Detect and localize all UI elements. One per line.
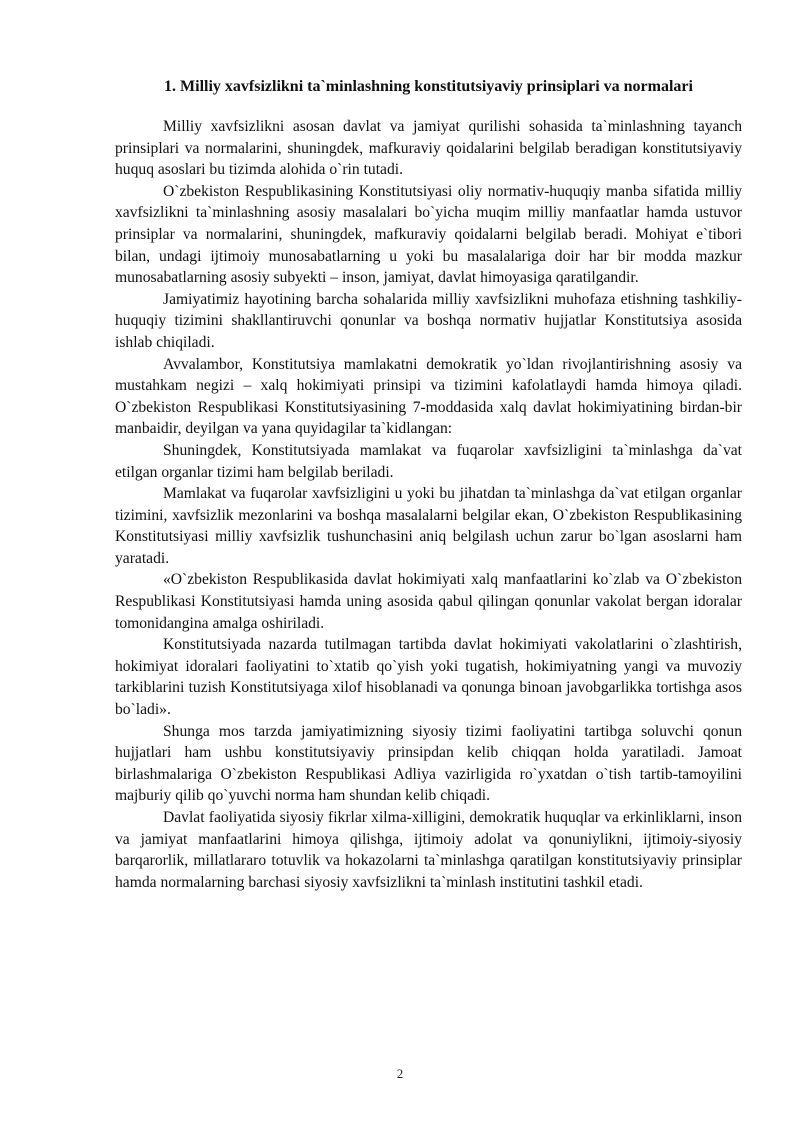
paragraph-5: Shuningdek, Konstitutsiyada mamlakat va fuqarolar xavfsizligini ta`minlashga da`vat etilgan organlar tizimi ham belgilab beriladi. (115, 441, 742, 481)
page-number: 2 (396, 1066, 404, 1081)
paragraph-6: Mamlakat va fuqarolar xavfsizligini u yoki bu jihatdan ta`minlashga da`vat etilgan organlar tizimini, xavfsizlik mezonlarini va boshqa masalalarni belgilar ekan, O`zbekiston Respublikasining Konstitutsiyasi milliy xavfsizlik tushunchasini aniq belgilash uchun zarur bo`lgan asoslarni ham yaratadi. (115, 485, 742, 567)
section-heading: 1. Milliy xavfsizlikni ta`minlashning konstitutsiyaviy prinsiplari va normalari (164, 78, 693, 95)
paragraph-2: O`zbekiston Respublikasining Konstitutsiyasi oliy normativ-huquqiy manba sifatida milliy xavfsizlikni ta`minlashning asosiy masalalari bo`yicha muqim milliy manfaatlar hamda ustuvor prinsiplar va normalarini, shuningdek, mafkuraviy qoidalarni belgilab beradi. Mohiyat e`tibori bilan, undagi ijtimoiy munosabatlarning u yoki bu masalalariga doir har bir modda mazkur munosabatlarning asosiy subyekti – inson, jamiyat, davlat himoyasiga qaratilgandir. (115, 182, 742, 287)
paragraph-1: Milliy xavfsizlikni asosan davlat va jamiyat qurilishi sohasida ta`minlashning tayanch prinsiplari va normalarini, shuningdek, mafkuraviy qoidalarini belgilab beradigan konstitutsiyaviy huquq asoslari bu tizimda alohida o`rin tutadi. (115, 118, 742, 179)
paragraph-9: Shunga mos tarzda jamiyatimizning siyosiy tizimi faoliyatini tartibga soluvchi qonun hujjatlari ham ushbu konstitutsiyaviy prinsipdan kelib chiqqan holda yaratiladi. Jamoat birlashmalariga O`zbekiston Respublikasi Adliya vazirligida ro`yxatdan o`tish tartib-tamoyilini majburiy qilib qo`yuvchi norma ham shundan kelib chiqadi. (115, 722, 742, 805)
paragraph-7: «O`zbekiston Respublikasida davlat hokimiyati xalq manfaatlarini ko`zlab va O`zbekiston Respublikasi Konstitutsiyasi hamda uning asosida qabul qilingan qonunlar vakolat bergan idoralar tomonidangina amalga oshiriladi. (115, 571, 742, 632)
document-page (115, 76, 742, 893)
paragraph-3: Jamiyatimiz hayotining barcha sohalarida milliy xavfsizlikni muhofaza etishning tashkiliy-huquqiy tizimini shakllantiruvchi qonunlar va boshqa normativ hujjatlar Konstitutsiya asosida ishlab chiqiladi. (115, 290, 742, 351)
paragraph-8: Konstitutsiyada nazarda tutilmagan tartibda davlat hokimiyati vakolatlarini o`zlashtirish, hokimiyat idoralari faoliyatini to`xtatib qo`yish yoki tugatish, hokimiyatning yangi va muvoziy tarkiblarini tuzish Konstitutsiyaga xilof hisoblanadi va qonunga binoan javobgarlikka tortishga asos bo`ladi». (115, 636, 742, 719)
paragraph-10: Davlat faoliyatida siyosiy fikrlar xilma-xilligini, demokratik huquqlar va erkinliklarni, inson va jamiyat manfaatlarini himoya qilishga, ijtimoiy adolat va qonuniylikni, ijtimoiy-siyosiy barqarorlik, millatlararo totuvlik va hokazolarni ta`minlashga qaratilgan konstitutsiyaviy prinsiplar hamda normalarning barchasi siyosiy xavfsizlikni ta`minlash institutini tashkil etadi. (115, 809, 742, 891)
paragraph-4: Avvalambor, Konstitutsiya mamlakatni demokratik yo`ldan rivojlantirishning asosiy va mustahkam negizi – xalq hokimiyati prinsipi va tizimini kafolatlaydi hamda himoya qiladi. O`zbekiston Respublikasi Konstitutsiyasining 7-moddasida xalq davlat hokimiyatining birdan-bir manbaidir, deyilgan va yana quyidagilar ta`kidlangan: (115, 355, 742, 438)
